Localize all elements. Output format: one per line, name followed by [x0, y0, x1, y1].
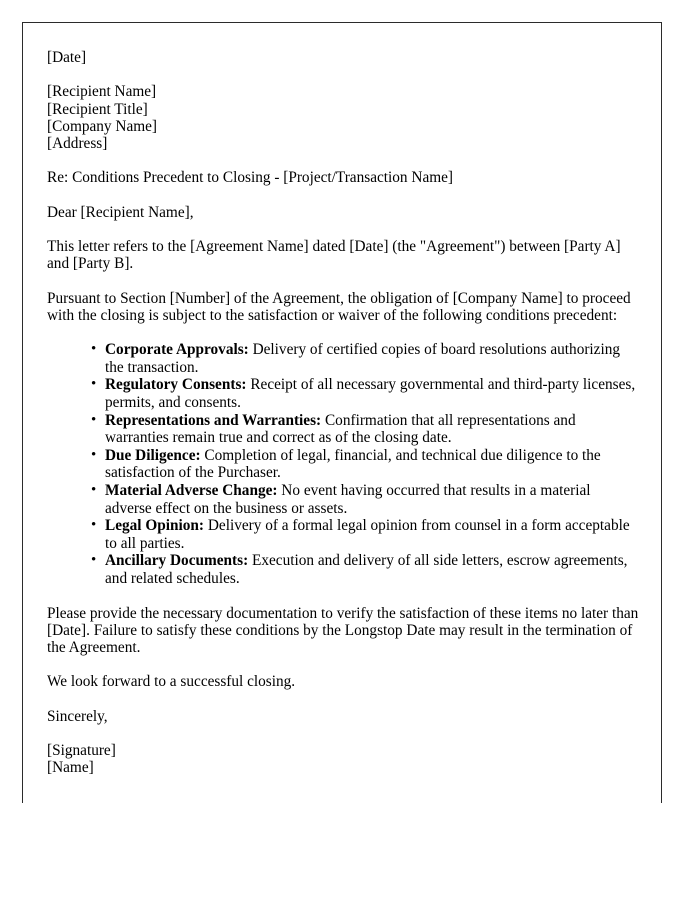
- spacer: [47, 152, 639, 169]
- deadline-paragraph: Please provide the necessary documentation to verify the satisfaction of these items no later than [Date]. Failure to satisfy these conditions by the Longstop Date may result in the termination of the Agreement.: [47, 604, 639, 657]
- condition-term: Regulatory Consents:: [105, 376, 247, 394]
- condition-term: Due Diligence:: [105, 446, 201, 464]
- spacer: [47, 588, 639, 605]
- signer-name-line: [Name]: [47, 759, 94, 777]
- date-line: [Date]: [47, 49, 87, 66]
- spacer: [47, 324, 639, 341]
- recipient-name-line: [Recipient Name]: [47, 83, 157, 101]
- condition-description: Execution and delivery of all side letters, escrow agreements, and related schedules.: [105, 552, 628, 587]
- recipient-address-line: [Address]: [47, 135, 108, 153]
- condition-term: Material Adverse Change:: [105, 482, 278, 500]
- recipient-address-block: [47, 83, 639, 152]
- spacer: [47, 273, 639, 290]
- valediction: Sincerely,: [47, 707, 108, 725]
- intro-paragraph: This letter refers to the [Agreement Name] dated [Date] (the "Agreement") between [Party A] and [Party B].: [47, 238, 621, 273]
- closing-paragraph: We look forward to a successful closing.: [47, 673, 296, 691]
- condition-term: Corporate Approvals:: [105, 341, 249, 359]
- spacer: [47, 725, 639, 742]
- conditions-precedent-list: [47, 341, 639, 587]
- spacer: [47, 221, 639, 238]
- list-item: [91, 517, 639, 552]
- condition-description: Confirmation that all representations and warranties remain true and correct as of the closing date.: [105, 411, 576, 447]
- list-item: [91, 552, 639, 587]
- letter-body: [23, 23, 661, 777]
- spacer: [47, 656, 639, 673]
- subject-line: Re: Conditions Precedent to Closing - [Project/Transaction Name]: [47, 169, 454, 187]
- list-item: [91, 482, 639, 517]
- list-item: [91, 447, 639, 482]
- list-item: [91, 412, 639, 447]
- salutation: Dear [Recipient Name],: [47, 203, 194, 221]
- letter-page: [22, 22, 662, 803]
- signature-block: [47, 742, 639, 777]
- list-item: [91, 341, 639, 376]
- lead-in-paragraph: Pursuant to Section [Number] of the Agreement, the obligation of [Company Name] to proceed with the closing is subject to the satisfaction or waiver of the following conditions precedent:: [47, 289, 631, 324]
- condition-description: Delivery of certified copies of board resolutions authorizing the transaction.: [105, 341, 621, 376]
- condition-term: Representations and Warranties:: [105, 411, 322, 429]
- condition-description: Completion of legal, financial, and technical due diligence to the satisfaction of the Purchaser.: [105, 446, 601, 482]
- list-item: [91, 376, 639, 411]
- condition-description: No event having occurred that results in a material adverse effect on the business or assets.: [105, 482, 591, 517]
- condition-description: Receipt of all necessary governmental and third-party licenses, permits, and consents.: [105, 376, 636, 412]
- condition-description: Delivery of a formal legal opinion from counsel in a form acceptable to all parties.: [105, 517, 630, 552]
- spacer: [47, 691, 639, 708]
- recipient-title-line: [Recipient Title]: [47, 100, 148, 118]
- signature-placeholder-line: [Signature]: [47, 742, 116, 760]
- recipient-company-line: [Company Name]: [47, 117, 158, 135]
- condition-term: Ancillary Documents:: [105, 552, 249, 570]
- spacer: [47, 187, 639, 204]
- condition-term: Legal Opinion:: [105, 517, 205, 535]
- spacer: [47, 66, 639, 83]
